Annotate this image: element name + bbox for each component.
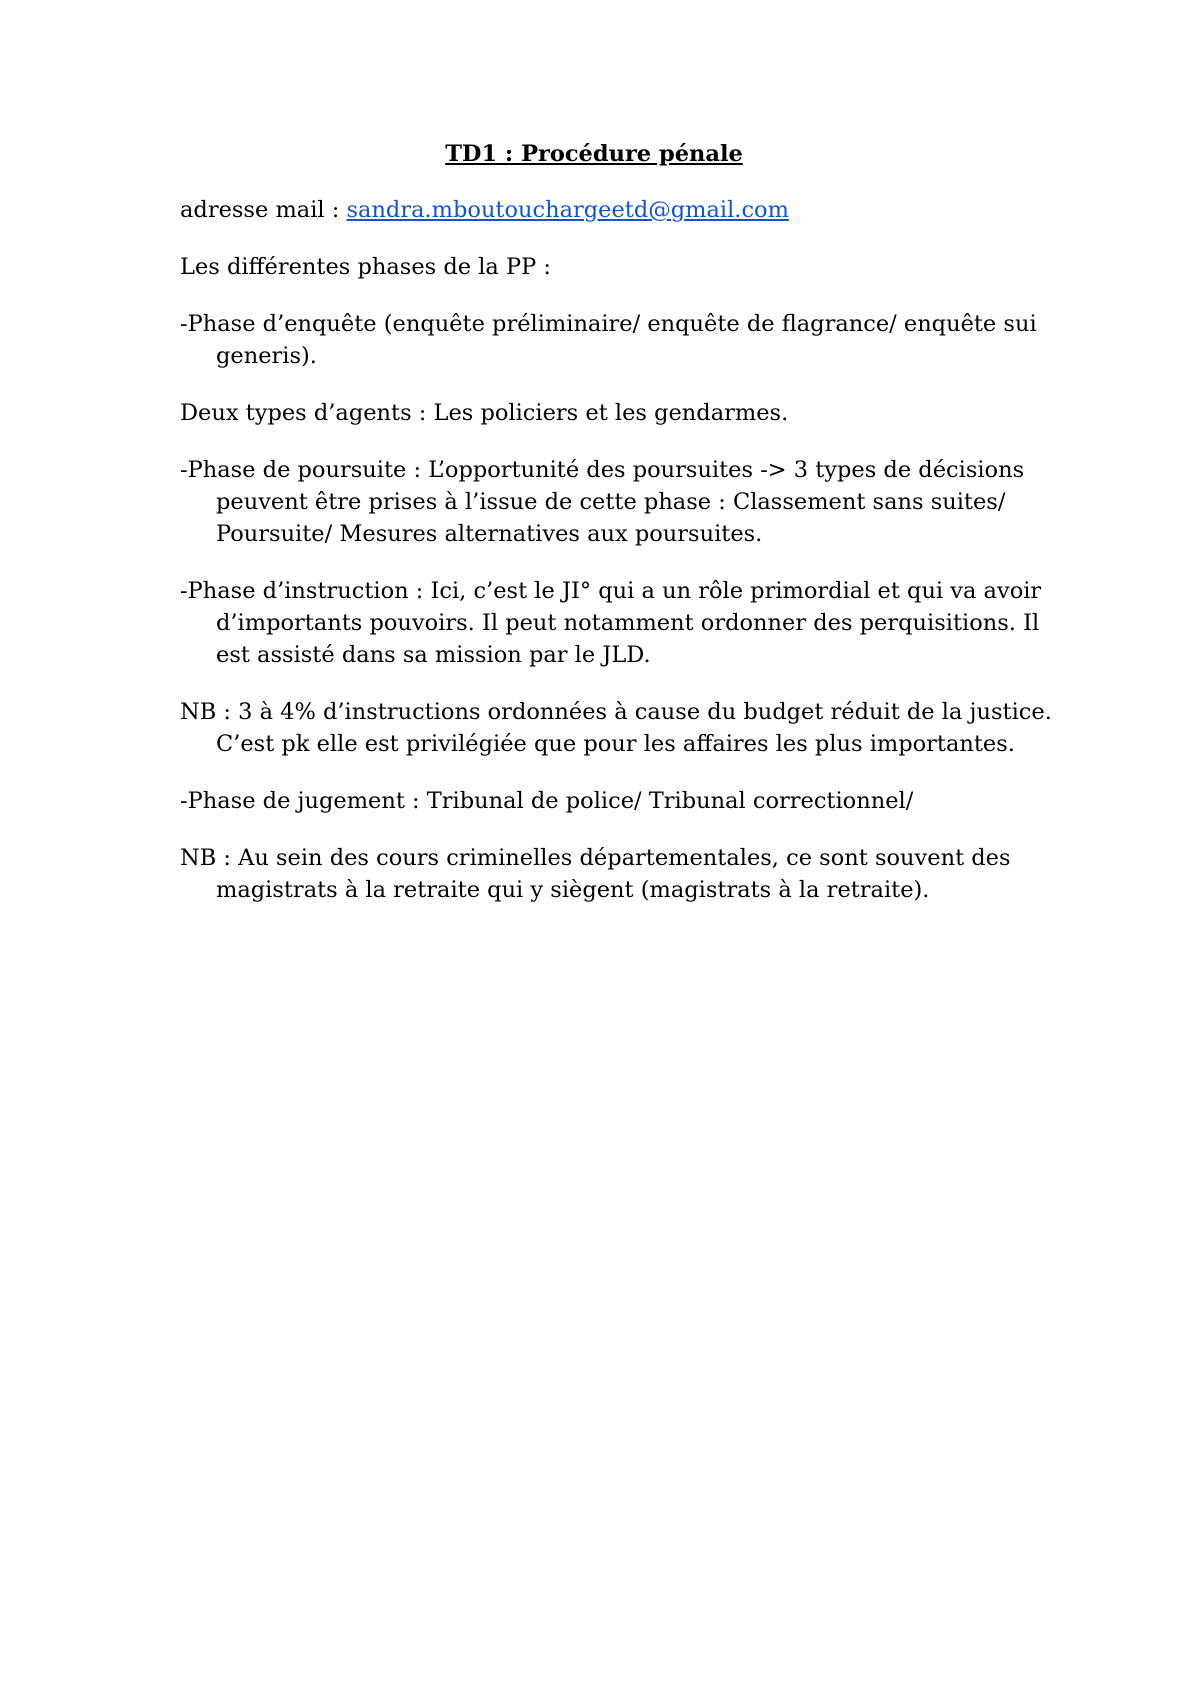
email-line [180,194,1080,226]
paragraph-phase-instruction: -Phase d’instruction : Ici, c’est le JI° qui a un rôle primordial et qui va avoir d’importants pouvoirs. Il peut notamment ordonner des perquisitions. Il est assisté dans sa mission par le JLD. [180,578,1042,668]
email-label: adresse mail : [180,197,347,223]
paragraph-phase-poursuite: -Phase de poursuite : L’opportunité des poursuites -> 3 types de décisions peuvent être prises à l’issue de cette phase : Classement sans suites/ Poursuite/ Mesures alternatives aux poursuites. [180,457,1025,547]
document-title: TD1 : Procédure pénale [445,141,743,167]
email-link[interactable]: sandra.mboutouchargeetd@gmail.com [346,197,789,223]
paragraph-phases-intro: Les différentes phases de la PP : [180,254,551,280]
paragraph-nb-cours-criminelles: NB : Au sein des cours criminelles départementales, ce sont souvent des magistrats à la retraite qui y siègent (magistrats à la retraite). [180,845,1011,903]
paragraph-agents: Deux types d’agents : Les policiers et les gendarmes. [180,400,789,426]
paragraph-phase-jugement: -Phase de jugement : Tribunal de police/ Tribunal correctionnel/ [180,788,914,814]
document-body [180,138,1080,931]
paragraph-phase-enquete: -Phase d’enquête (enquête préliminaire/ enquête de flagrance/ enquête sui generis). [180,311,1037,369]
paragraph-nb-instructions: NB : 3 à 4% d’instructions ordonnées à cause du budget réduit de la justice. C’est pk elle est privilégiée que pour les affaires les plus importantes. [180,699,1052,757]
